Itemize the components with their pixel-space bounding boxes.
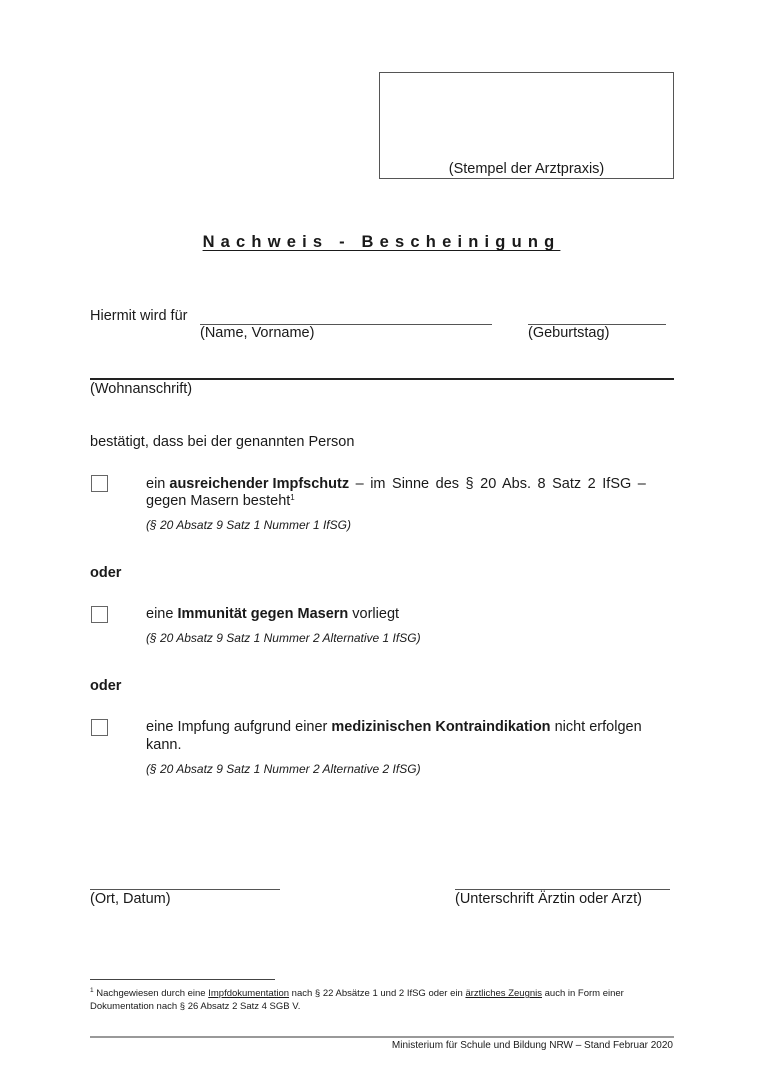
- option-3-text: [146, 719, 642, 735]
- intro-text: Hiermit wird für: [90, 308, 188, 324]
- option-1-text-bold: ausreichender Impfschutz: [169, 476, 350, 492]
- footnote-line2: Dokumentation nach § 26 Absatz 2 Satz 4 SGB V.: [90, 1001, 301, 1012]
- address-label: (Wohnanschrift): [90, 381, 193, 397]
- or-separator-2: oder: [90, 678, 122, 694]
- name-label: (Name, Vorname): [200, 325, 315, 341]
- footnote: [90, 987, 680, 1013]
- option-2-checkbox[interactable]: [91, 606, 108, 623]
- footnote-part1: Nachgewiesen durch eine: [93, 988, 209, 999]
- footnote-term-aerztliches-zeugnis: ärztliches Zeugnis: [465, 988, 542, 999]
- option-3-text-bold: medizinischen Kontraindikation: [331, 719, 551, 735]
- footnote-part3: auch in Form einer: [542, 988, 624, 999]
- doctor-stamp-box: [379, 72, 674, 179]
- option-2-text-post: vorliegt: [348, 606, 400, 622]
- option-1-text-line2: [146, 493, 295, 509]
- footnote-divider: [90, 979, 275, 980]
- or-separator-1: oder: [90, 565, 122, 581]
- option-1-text-pre: ein: [146, 476, 170, 492]
- stamp-label: (Stempel der Arztpraxis): [448, 161, 605, 177]
- footnote-number: 1: [90, 987, 94, 994]
- signature-label: (Unterschrift Ärztin oder Arzt): [455, 891, 642, 907]
- option-2-legal-ref: (§ 20 Absatz 9 Satz 1 Nummer 2 Alternative 1 IfSG): [146, 631, 421, 645]
- option-3-legal-ref: (§ 20 Absatz 9 Satz 1 Nummer 2 Alternative 2 IfSG): [146, 762, 421, 776]
- option-2-text: [146, 606, 399, 622]
- signature-field[interactable]: [455, 889, 670, 890]
- place-date-label: (Ort, Datum): [90, 891, 171, 907]
- footer-text: Ministerium für Schule und Bildung NRW – Stand Februar 2020: [391, 1040, 673, 1051]
- option-3-text-pre: eine Impfung aufgrund einer: [146, 719, 332, 735]
- confirm-text: bestätigt, dass bei der genannten Person: [90, 434, 355, 450]
- footnote-reference: 1: [290, 493, 295, 502]
- option-1-checkbox[interactable]: [91, 475, 108, 492]
- footnote-term-impfdokumentation: Impfdokumentation: [208, 988, 290, 999]
- option-3-text-line2: kann.: [146, 737, 182, 753]
- address-field[interactable]: [90, 378, 674, 380]
- birthday-label: (Geburtstag): [528, 325, 610, 341]
- footer-divider: [90, 1036, 674, 1038]
- option-3-text-post: nicht erfolgen: [550, 719, 642, 735]
- option-1-line2: gegen Masern besteht: [146, 493, 291, 509]
- option-1-text-post: – im Sinne des § 20 Abs. 8 Satz 2 IfSG –: [349, 476, 646, 492]
- option-1-text: [146, 476, 646, 492]
- footnote-part2: nach § 22 Absätze 1 und 2 IfSG oder ein: [289, 988, 466, 999]
- option-2-text-pre: eine: [146, 606, 178, 622]
- option-3-checkbox[interactable]: [91, 719, 108, 736]
- document-title: Nachweis - Bescheinigung: [202, 233, 561, 251]
- option-1-legal-ref: (§ 20 Absatz 9 Satz 1 Nummer 1 IfSG): [146, 518, 351, 532]
- option-2-text-bold: Immunität gegen Masern: [177, 606, 349, 622]
- place-date-field[interactable]: [90, 889, 280, 890]
